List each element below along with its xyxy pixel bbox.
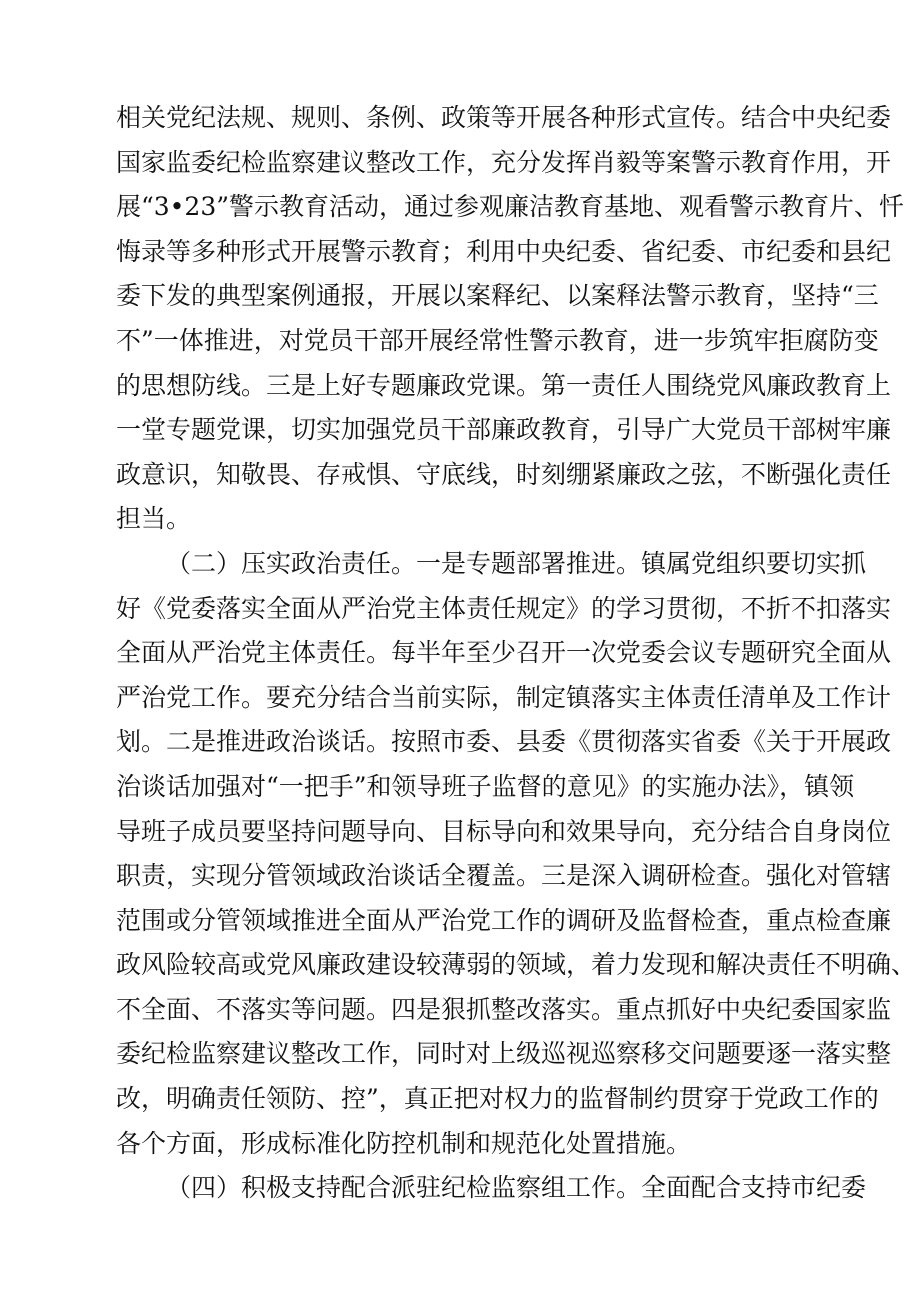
text-line: 国家监委纪检监察建议整改工作，充分发挥肖毅等案警示教育作用，开 <box>116 147 892 177</box>
text-line: 一堂专题党课，切实加强党员干部廉政教育，引导广大党员干部树牢廉 <box>116 415 892 445</box>
text-line: （四）积极支持配合派驻纪检监察组工作。全面配合支持市纪委 <box>166 1173 867 1203</box>
text-line: 不全面、不落实等问题。四是狠抓整改落实。重点抓好中央纪委国家监 <box>116 994 892 1024</box>
text-line: 相关党纪法规、规则、条例、政策等开展各种形式宣传。结合中央纪委 <box>116 103 892 132</box>
paragraph <box>116 542 917 1166</box>
text-line: 担当。 <box>116 504 192 534</box>
text-line: 不”一体推进，对党员干部开展经常性警示教育，进一步筑牢拒腐防变 <box>116 325 879 355</box>
paragraph <box>116 96 905 542</box>
text-line: 严治党工作。要充分结合当前实际，制定镇落实主体责任清单及工作计 <box>116 682 892 712</box>
text-line: 委纪检监察建议整改工作，同时对上级巡视巡察移交问题要逐一落实整 <box>116 1039 892 1069</box>
text-line: 政风险较高或党风廉政建设较薄弱的领域，着力发现和解决责任不明确、 <box>116 950 917 980</box>
text-line: 职责，实现分管领域政治谈话全覆盖。三是深入调研检查。强化对管辖 <box>116 861 892 891</box>
text-line: 改，明确责任领防、控”，真正把对权力的监督制约贯穿于党政工作的 <box>116 1084 879 1114</box>
text-line: 划。二是推进政治谈话。按照市委、县委《贯彻落实省委《关于开展政 <box>116 727 892 757</box>
text-line: 政意识，知敬畏、存戒惧、守底线，时刻绷紧廉政之弦，不断强化责任 <box>116 459 892 489</box>
text-line: 的思想防线。三是上好专题廉政党课。第一责任人围绕党风廉政教育上 <box>116 370 892 400</box>
text-line: 全面从严治党主体责任。每半年至少召开一次党委会议专题研究全面从 <box>116 638 892 668</box>
text-line: （二）压实政治责任。一是专题部署推进。镇属党组织要切实抓 <box>166 548 867 578</box>
text-line: 悔录等多种形式开展警示教育；利用中央纪委、省纪委、市纪委和县纪 <box>116 236 892 266</box>
text-line: 好《党委落实全面从严治党主体责任规定》的学习贯彻，不折不扣落实 <box>116 593 892 623</box>
text-line: 治谈话加强对“一把手”和领导班子监督的意见》的实施办法》，镇领 <box>116 771 855 801</box>
text-line: 范围或分管领域推进全面从严治党工作的调研及监督检查，重点检查廉 <box>116 905 892 935</box>
body-text <box>116 96 917 1211</box>
text-line: 各个方面，形成标准化防控机制和规范化处置措施。 <box>116 1128 692 1158</box>
text-line: 委下发的典型案例通报，开展以案释纪、以案释法警示教育，坚持“三 <box>116 281 879 311</box>
text-line: 导班子成员要坚持问题导向、目标导向和效果导向，充分结合自身岗位 <box>116 816 892 846</box>
text-line: 展“3•23”警示教育活动，通过参观廉洁教育基地、观看警示教育片、忏 <box>116 192 905 222</box>
paragraph <box>116 1166 867 1211</box>
